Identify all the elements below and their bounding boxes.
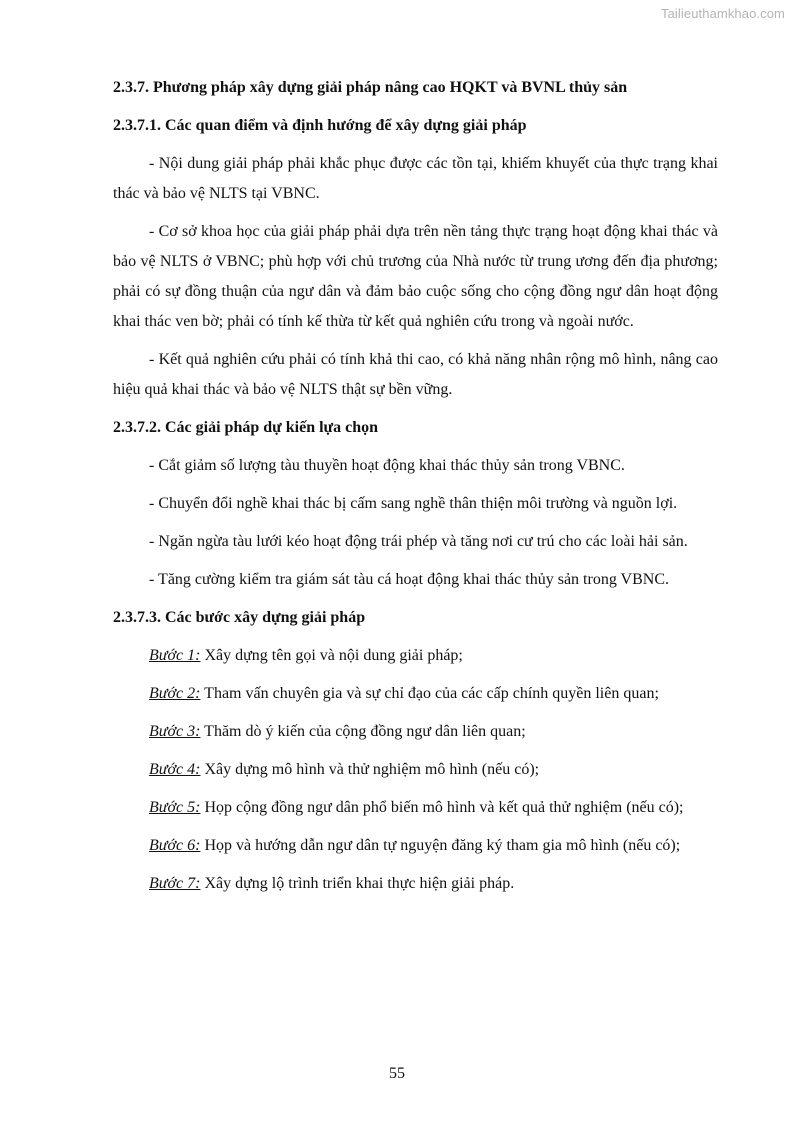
paragraph: - Chuyển đổi nghề khai thác bị cấm sang nghề thân thiện môi trường và nguồn lợi. xyxy=(149,495,678,512)
step-text: Xây dựng tên gọi và nội dung giải pháp; xyxy=(200,647,463,664)
subsection-heading-1: 2.3.7.1. Các quan điểm và định hướng để xây dựng giải pháp xyxy=(113,117,527,134)
step-item xyxy=(113,641,718,671)
step-text: Xây dựng mô hình và thử nghiệm mô hình (nếu có); xyxy=(200,761,540,778)
page-number: 55 xyxy=(389,1065,405,1082)
step-text: Thăm dò ý kiến của cộng đồng ngư dân liên quan; xyxy=(200,723,526,740)
page-content xyxy=(113,70,718,907)
step-item xyxy=(113,869,718,899)
step-label: Bước 5: xyxy=(149,799,201,816)
paragraph: - Cơ sở khoa học của giải pháp phải dựa trên nền tảng thực trạng hoạt động khai thác và bảo vệ NLTS ở VBNC; phù hợp với chủ trương của Nhà nước từ trung ương đến địa phương; phải có sự đồng thuận của ngư dân và đảm bảo cuộc sống cho cộng đồng ngư dân hoạt động khai thác ven bờ; phải có tính kế thừa từ kết quả nghiên cứu trong và ngoài nước. xyxy=(113,223,718,330)
step-text: Họp cộng đồng ngư dân phổ biến mô hình và kết quả thử nghiệm (nếu có); xyxy=(200,799,684,816)
paragraph: - Nội dung giải pháp phải khắc phục được các tồn tại, khiếm khuyết của thực trạng khai thác và bảo vệ NLTS tại VBNC. xyxy=(113,155,718,202)
step-text: Xây dựng lộ trình triển khai thực hiện giải pháp. xyxy=(200,875,515,892)
step-label: Bước 1: xyxy=(149,647,201,664)
paragraph: - Tăng cường kiểm tra giám sát tàu cá hoạt động khai thác thủy sản trong VBNC. xyxy=(149,571,669,588)
step-item xyxy=(113,831,718,861)
subsection-heading-2: 2.3.7.2. Các giải pháp dự kiến lựa chọn xyxy=(113,419,379,436)
paragraph: - Kết quả nghiên cứu phải có tính khả thi cao, có khả năng nhân rộng mô hình, nâng cao hiệu quả khai thác và bảo vệ NLTS thật sự bền vững. xyxy=(113,351,718,398)
step-label: Bước 6: xyxy=(149,837,201,854)
watermark: Tailieuthamkhao.com xyxy=(660,6,785,21)
step-text: Họp và hướng dẫn ngư dân tự nguyện đăng ký tham gia mô hình (nếu có); xyxy=(200,837,681,854)
step-text: Tham vấn chuyên gia và sự chỉ đạo của các cấp chính quyền liên quan; xyxy=(200,685,659,702)
step-item xyxy=(113,717,718,747)
step-label: Bước 7: xyxy=(149,875,201,892)
step-label: Bước 2: xyxy=(149,685,201,702)
paragraph: - Cắt giảm số lượng tàu thuyền hoạt động khai thác thủy sản trong VBNC. xyxy=(149,457,625,474)
step-item xyxy=(113,679,718,709)
section-heading: 2.3.7. Phương pháp xây dựng giải pháp nâng cao HQKT và BVNL thủy sản xyxy=(113,79,628,96)
step-label: Bước 3: xyxy=(149,723,201,740)
step-item xyxy=(113,793,718,823)
step-label: Bước 4: xyxy=(149,761,201,778)
paragraph: - Ngăn ngừa tàu lưới kéo hoạt động trái phép và tăng nơi cư trú cho các loài hải sản. xyxy=(149,533,688,550)
subsection-heading-3: 2.3.7.3. Các bước xây dựng giải pháp xyxy=(113,609,366,626)
step-item xyxy=(113,755,718,785)
